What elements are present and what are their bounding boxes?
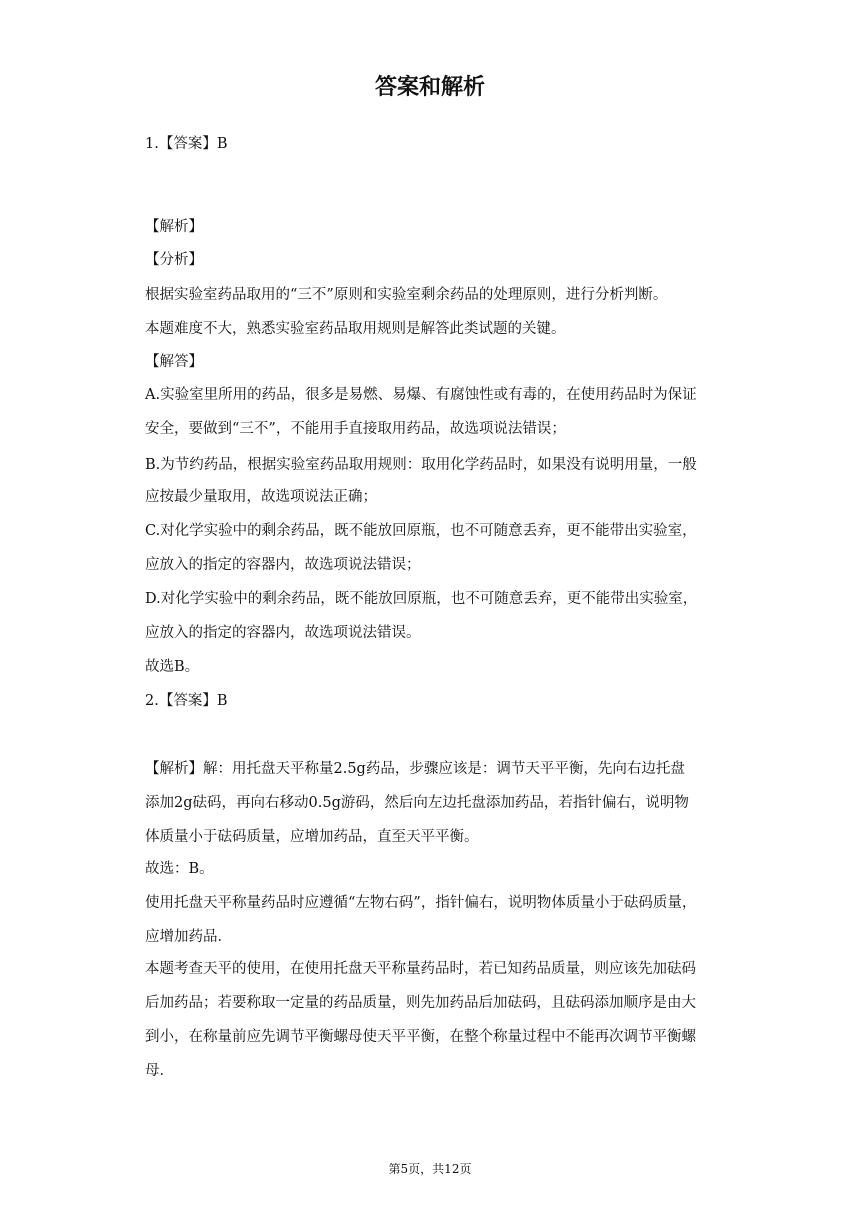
text-line: 【解析】解：用托盘天平称量2.5g药品，步骤应该是：调节天平平衡，先向右边托盘 [145, 761, 685, 777]
text-line: 安全，要做到“三不”，不能用手直接取用药品，故选项说法错误； [145, 421, 566, 437]
text-line: 后加药品；若要称取一定量的药品质量，则先加药品后加砝码，且砝码添加顺序是由大 [145, 995, 696, 1011]
page-title: 答案和解析 [374, 75, 485, 100]
text-line: 体质量小于砝码质量，应增加药品，直至天平平衡。 [145, 829, 479, 845]
text-line: 故选B。 [145, 659, 200, 675]
text-line: 故选：B。 [145, 861, 214, 877]
text-line: 2.【答案】B [145, 693, 228, 709]
text-line: 【解析】 [145, 219, 203, 235]
text-line: 本题难度不大，熟悉实验室药品取用规则是解答此类试题的关键。 [145, 321, 566, 337]
text-line: B.为节约药品，根据实验室药品取用规则：取用化学药品时，如果没有说明用量，一般 [145, 457, 697, 473]
text-line: 添加2g砝码，再向右移动0.5g游码，然后向左边托盘添加药品，若指针偏右，说明物 [145, 795, 689, 811]
text-line: C.对化学实验中的剩余药品，既不能放回原瓶，也不可随意丢弃，更不能带出实验室， [145, 523, 697, 539]
text-line: 【分析】 [145, 252, 203, 268]
page-footer: 第5页，共12页 [388, 1162, 472, 1176]
text-line: 使用托盘天平称量药品时应遵循“左物右码”，指针偏右，说明物体质量小于砝码质量， [145, 895, 697, 911]
text-line: A.实验室里所用的药品，很多是易燃、易爆、有腐蚀性或有毒的，在使用药品时为保证 [145, 387, 697, 403]
text-line: 到小，在称量前应先调节平衡螺母使天平平衡，在整个称量过程中不能再次调节平衡螺 [145, 1029, 696, 1045]
text-line: D.对化学实验中的剩余药品，既不能放回原瓶，也不可随意丢弃，更不能带出实验室， [145, 591, 698, 607]
text-line: 应增加药品． [145, 929, 232, 945]
text-line: 1.【答案】B [145, 136, 228, 152]
text-line: 应放入的指定的容器内，故选项说法错误； [145, 557, 421, 573]
text-line: 本题考查天平的使用，在使用托盘天平称量药品时，若已知药品质量，则应该先加砝码 [145, 961, 696, 977]
text-line: 【解答】 [145, 354, 203, 370]
text-line: 应放入的指定的容器内，故选项说法错误。 [145, 625, 421, 641]
text-line: 应按最少量取用，故选项说法正确； [145, 489, 377, 505]
text-line: 根据实验室药品取用的“三不”原则和实验室剩余药品的处理原则，进行分析判断。 [145, 287, 668, 303]
text-line: 母． [145, 1063, 174, 1079]
